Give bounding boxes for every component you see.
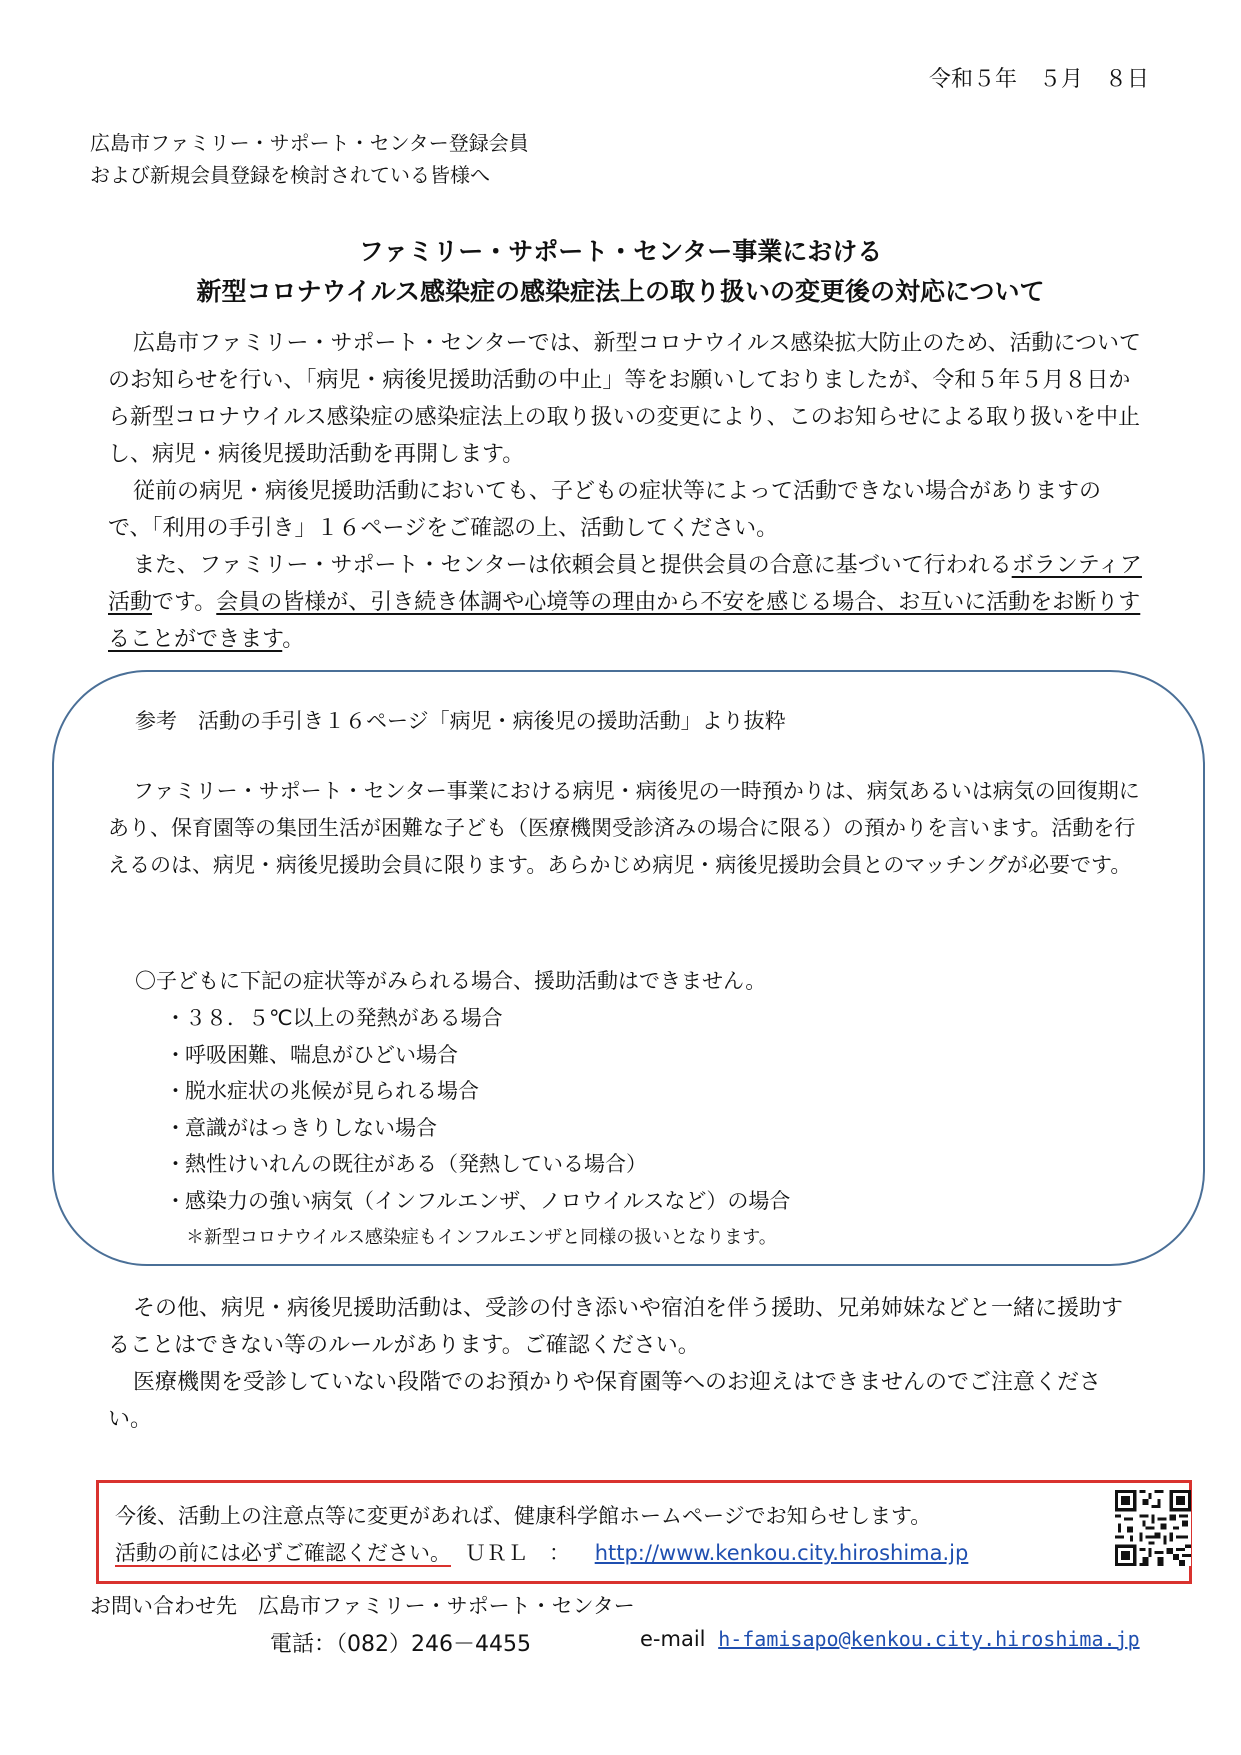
- bullet-icon: ・: [165, 1079, 186, 1103]
- symptom-text: ３８．５℃以上の発熱がある場合: [185, 1006, 503, 1030]
- list-item: [165, 1073, 790, 1110]
- symptom-text: 熱性けいれんの既往がある（発熱している場合）: [185, 1152, 647, 1176]
- body-paragraph-2: 従前の病児・病後児援助活動においても、子どもの症状等によって活動できない場合がありますので、「利用の手引き」１６ページをご確認の上、活動してください。: [108, 479, 1102, 541]
- body-paragraph-3-text: また、ファミリー・サポート・センターは依頼会員と提供会員の合意に基づいて行われる: [133, 553, 1012, 578]
- volunteer-activity-underline: ボランティア活動: [108, 553, 1142, 615]
- symptom-text: 意識がはっきりしない場合: [185, 1115, 437, 1140]
- after-paragraph-1: その他、病児・病後児援助活動は、受診の付き添いや宿泊を伴う援助、兄弟姉妹などと一緒に援助することはできない等のルールがあります。ご確認ください。: [108, 1296, 1124, 1358]
- bullet-icon: ・: [165, 1188, 186, 1213]
- after-paragraph-2: 医療機関を受診していない段階でのお預かりや保育園等へのお迎えはできませんのでご注意ください。: [108, 1370, 1102, 1432]
- body-paragraph-3-mid: です。: [152, 590, 217, 615]
- symptoms-lead: 〇子どもに下記の症状等がみられる場合、援助活動はできません。: [135, 969, 767, 993]
- symptoms-list: [165, 1000, 790, 1219]
- page-title-line-1: ファミリー・サポート・センター事業における: [358, 237, 883, 266]
- body-paragraph-3-end: 。: [282, 627, 305, 652]
- body-paragraph-3: [108, 547, 1143, 658]
- addressee-line-1: 広島市ファミリー・サポート・センター登録会員: [90, 131, 529, 155]
- homepage-link[interactable]: http://www.kenkou.city.hiroshima.jp: [594, 1541, 969, 1565]
- list-item: [165, 1183, 790, 1220]
- addressee-line-2: および新規会員登録を検討されている皆様へ: [90, 163, 490, 187]
- reference-paragraph-container: [108, 773, 1148, 884]
- symptom-text: 呼吸困難、喘息がひどい場合: [185, 1042, 458, 1067]
- document-date: 令和５年 ５月 ８日: [928, 67, 1149, 92]
- body-section: [108, 325, 1143, 658]
- email-label: e-mail: [640, 1627, 706, 1651]
- reference-heading: 参考 活動の手引き１６ページ「病児・病後児の援助活動」より抜粋: [135, 709, 786, 733]
- list-item: [165, 1146, 790, 1183]
- phone-number: 電話：（082）246－4455: [270, 1632, 531, 1657]
- email-link[interactable]: h-famisapo@kenkou.city.hiroshima.jp: [718, 1627, 1140, 1651]
- body-paragraph-1: 広島市ファミリー・サポート・センターでは、新型コロナウイルス感染拡大防止のため、活動についてのお知らせを行い、「病児・病後児援助活動の中止」等をお願いしておりましたが、令和５年５月８日から新型コロナウイルス感染症の感染症法上の取り扱いの変更により、このお知らせによる取り扱いを中止し、病児・病後児援助活動を再開します。: [108, 331, 1142, 467]
- notice-line-2: [115, 1537, 968, 1567]
- covid-note: ＊新型コロナウイルス感染症もインフルエンザと同様の扱いとなります。: [186, 1227, 777, 1248]
- bullet-icon: ・: [165, 1042, 186, 1067]
- email-row: [640, 1627, 1140, 1651]
- list-item: [165, 1110, 790, 1147]
- symptom-text: 感染力の強い病気（インフルエンザ、ノロウイルスなど）の場合: [185, 1188, 791, 1213]
- decline-notice-underline: 会員の皆様が、引き続き体調や心境等の理由から不安を感じる場合、お互いに活動をお断りすることができます: [108, 590, 1141, 652]
- after-section: [108, 1290, 1143, 1438]
- qr-code-icon: [1115, 1490, 1191, 1566]
- bullet-icon: ・: [165, 1115, 186, 1140]
- bullet-icon: ・: [165, 1152, 186, 1176]
- page-title-line-2: 新型コロナウイルス感染症の感染症法上の取り扱いの変更後の対応について: [196, 277, 1045, 306]
- list-item: [165, 1037, 790, 1074]
- list-item: [165, 1000, 790, 1037]
- notice-line-1: 今後、活動上の注意点等に変更があれば、健康科学館ホームページでお知らせします。: [115, 1504, 932, 1528]
- notice-box: [96, 1480, 1192, 1584]
- contact-label: お問い合わせ先 広島市ファミリー・サポート・センター: [90, 1594, 635, 1618]
- reference-paragraph: ファミリー・サポート・センター事業における病児・病後児の一時預かりは、病気あるいは病気の回復期にあり、保育園等の集団生活が困難な子ども（医療機関受診済みの場合に限る）の預かりを言います。活動を行えるのは、病児・病後児援助会員に限ります。あらかじめ病児・病後児援助会員とのマッチングが必要です。: [108, 779, 1140, 877]
- url-label: ＵＲＬ ：: [465, 1541, 570, 1565]
- bullet-icon: ・: [165, 1006, 186, 1030]
- symptom-text: 脱水症状の兆候が見られる場合: [185, 1079, 479, 1103]
- notice-check-text: 活動の前には必ずご確認ください。: [115, 1541, 451, 1565]
